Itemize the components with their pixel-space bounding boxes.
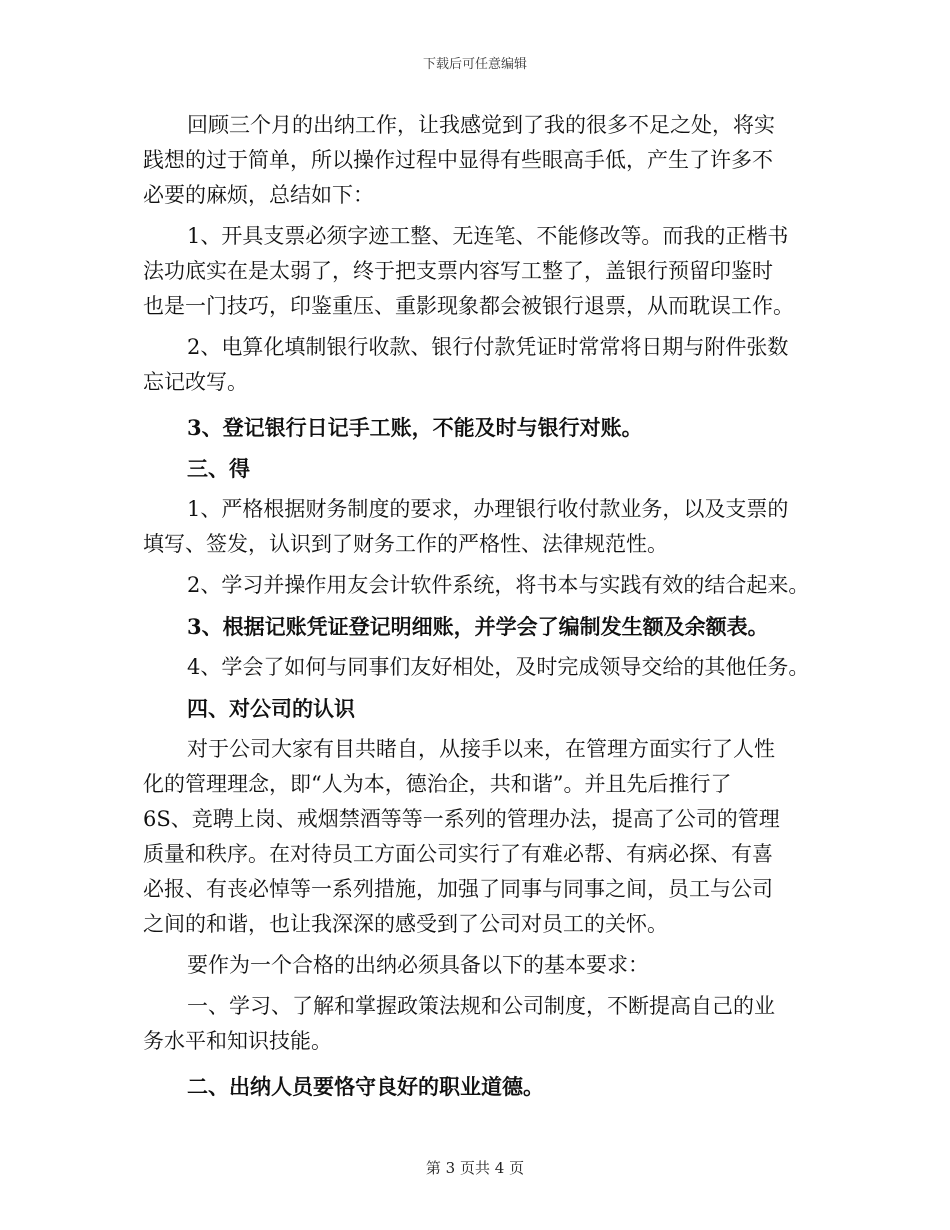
paragraph-gain-4 bbox=[143, 650, 833, 685]
text-line: 一、学习、了解和掌握政策法规和公司制度，不断提高自己的业 bbox=[187, 994, 775, 1018]
text-line: 化的管理理念，即“人为本，德治企，共和谐”。并且先后推行了 bbox=[143, 772, 732, 796]
text-line: 忘记改写。 bbox=[143, 370, 248, 394]
text-line: 填写、签发，认识到了财务工作的严格性、法律规范性。 bbox=[143, 532, 668, 556]
text-line: 务水平和知识技能。 bbox=[143, 1029, 332, 1053]
text-line: 二、出纳人员要恪守良好的职业道德。 bbox=[187, 1074, 544, 1099]
text-line: 践想的过于简单，所以操作过程中显得有些眼高手低，产生了许多不 bbox=[143, 148, 773, 172]
text-line: 四、对公司的认识 bbox=[187, 696, 355, 721]
text-line: 质量和秩序。在对待员工方面公司实行了有难必帮、有病必探、有喜 bbox=[143, 842, 773, 866]
paragraph-requirement-2 bbox=[143, 1069, 833, 1104]
paragraph-company bbox=[143, 732, 833, 942]
text-line: 对于公司大家有目共睹自，从接手以来，在管理方面实行了人性 bbox=[187, 737, 775, 761]
text-line: 回顾三个月的出纳工作，让我感觉到了我的很多不足之处，将实 bbox=[187, 113, 775, 137]
text-line: 必报、有丧必悼等一系列措施，加强了同事与同事之间，员工与公司 bbox=[143, 877, 773, 901]
text-line: 2、学习并操作用友会计软件系统，将书本与实践有效的结合起来。 bbox=[187, 573, 810, 597]
text-line: 也是一门技巧，印鉴重压、重影现象都会被银行退票，从而耽误工作。 bbox=[143, 294, 794, 318]
paragraph-requirement-1 bbox=[143, 989, 833, 1059]
paragraph-item-3 bbox=[143, 410, 833, 445]
paragraph-gain-2 bbox=[143, 568, 833, 603]
text-line: 必要的麻烦，总结如下： bbox=[143, 183, 374, 207]
paragraph-review bbox=[143, 108, 833, 213]
section-heading-company bbox=[143, 691, 833, 726]
paragraph-gain-3 bbox=[143, 609, 833, 644]
text-line: 1、开具支票必须字迹工整、无连笔、不能修改等。而我的正楷书 bbox=[187, 224, 789, 248]
paragraph-requirements bbox=[143, 948, 833, 983]
paragraph-gain-1 bbox=[143, 492, 833, 562]
text-line: 之间的和谐，也让我深深的感受到了公司对员工的关怀。 bbox=[143, 912, 668, 936]
paragraph-item-1 bbox=[143, 219, 833, 324]
text-line: 法功底实在是太弱了，终于把支票内容写工整了，盖银行预留印鉴时 bbox=[143, 259, 773, 283]
paragraph-item-2 bbox=[143, 330, 833, 400]
text-line: 要作为一个合格的出纳必须具备以下的基本要求： bbox=[187, 953, 649, 977]
text-line: 4、学会了如何与同事们友好相处，及时完成领导交给的其他任务。 bbox=[187, 655, 810, 679]
text-line: 2、电算化填制银行收款、银行付款凭证时常常将日期与附件张数 bbox=[187, 335, 789, 359]
text-line: 3、根据记账凭证登记明细账，并学会了编制发生额及余额表。 bbox=[187, 614, 769, 639]
page-header: 下载后可任意编辑 bbox=[422, 57, 527, 72]
text-line: 6S、竞聘上岗、戒烟禁酒等等一系列的管理办法，提高了公司的管理 bbox=[143, 807, 780, 831]
text-line: 1、严格根据财务制度的要求，办理银行收付款业务，以及支票的 bbox=[187, 497, 789, 521]
page-footer: 第 3 页共 4 页 bbox=[425, 1159, 525, 1177]
text-line: 3、登记银行日记手工账，不能及时与银行对账。 bbox=[187, 415, 643, 440]
section-heading-gains bbox=[143, 451, 833, 486]
document-body bbox=[143, 108, 833, 1110]
text-line: 三、得 bbox=[187, 456, 250, 481]
